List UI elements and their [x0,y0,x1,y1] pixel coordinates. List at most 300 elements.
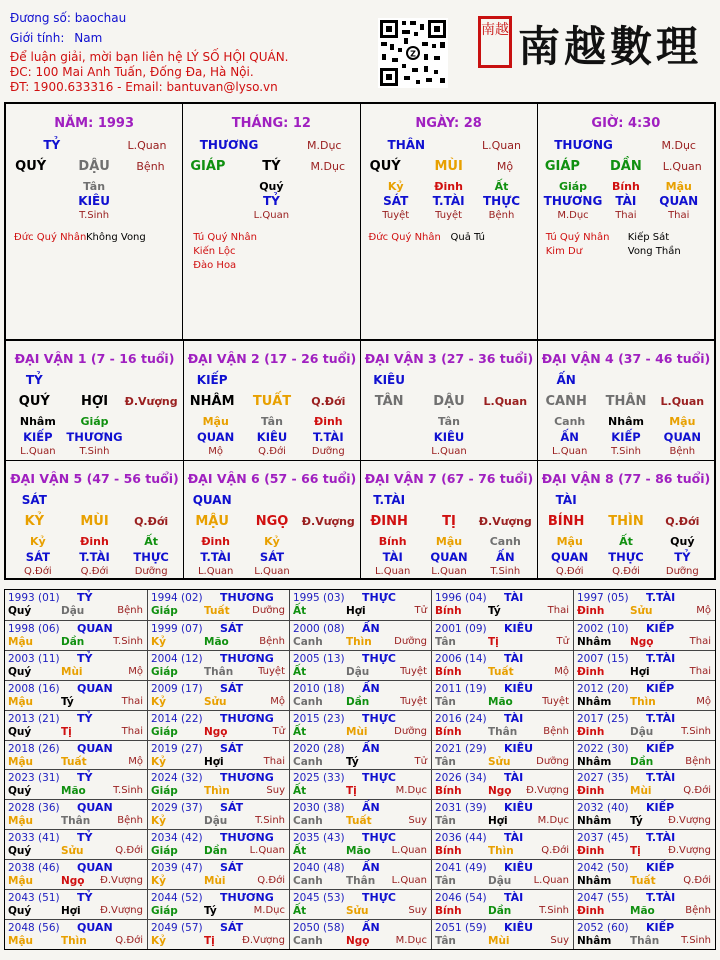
dai-van-1 [6,341,183,460]
year-stem: Kỷ [151,935,166,948]
year-stem: Kỷ [151,815,166,828]
year-cell [289,650,431,680]
year-god: ẤN [362,681,380,695]
year-branch: Thìn [630,695,656,708]
year-cell [289,859,431,889]
year-state: L.Quan [391,845,427,857]
year-cell [573,769,715,799]
qr-code[interactable] [378,18,448,88]
year-grid [4,589,716,950]
year-stem: Canh [293,695,323,708]
year-label: 2021 (29) [435,742,487,755]
dai-van-state: Đ.Vượng [301,514,355,528]
hidden-state: L.Quan [197,565,234,577]
year-stem: Bính [435,785,462,798]
year-state: Mộ [128,755,143,767]
year-stem: Quý [8,785,32,798]
year-label: 1996 (04) [435,592,487,604]
hidden-god: KIẾP [611,430,641,444]
hidden-god: QUAN [659,194,699,208]
year-branch: Tý [204,905,217,918]
year-branch: Mùi [630,785,652,798]
year-stem: Quý [8,725,32,738]
year-stem: Đinh [577,725,605,738]
hidden-god: T.TÀI [79,549,110,564]
year-state: L.Quan [391,875,427,887]
year-label: 2006 (14) [435,652,487,665]
year-god: KIÊU [504,801,534,815]
dai-van-god: QUAN [192,492,232,507]
hidden-state: M.Dục [557,210,589,221]
year-stem: Giáp [151,725,178,738]
hidden-stem: Tân [83,180,106,193]
dai-van-branch: THÂN [605,394,647,409]
pillar-branch: DẦN [610,159,642,174]
year-god: THƯƠNG [220,651,274,665]
year-god: QUAN [77,921,113,935]
year-cell [431,889,573,919]
year-god: KIẾP [646,801,675,815]
year-cell [5,590,147,620]
year-label: 2007 (15) [577,652,629,665]
year-label: 2008 (16) [8,682,60,695]
year-state: Tuyệt [400,695,427,707]
year-state: Mộ [696,695,711,707]
year-stem: Mậu [8,875,34,888]
dai-van-god: TÀI [555,492,577,507]
year-god: ẤN [362,861,380,875]
year-stem: Giáp [151,605,178,617]
year-branch: Mùi [346,725,368,738]
hidden-god: THƯƠNG [543,194,603,208]
year-god: TÀI [504,711,524,725]
hidden-stem: Mậu [556,534,583,548]
year-label: 2048 (56) [8,922,60,935]
year-stem: Tân [435,875,456,888]
pillar-1 [182,104,359,339]
dai-van-state: L.Quan [660,395,705,408]
year-god: SÁT [220,741,244,755]
pillar-star: Tú Quý Nhân [193,232,257,243]
year-state: L.Quan [249,845,285,857]
year-branch: Mùi [488,935,510,948]
logo [478,12,708,74]
year-state: Đ.Vượng [526,785,569,797]
pillar-stem: QUÝ [369,159,401,174]
pillar-star: Vong Thần [627,246,681,257]
dai-van-5 [6,460,183,579]
hidden-state: Mộ [208,446,224,457]
dai-van-branch: MÙI [80,513,109,529]
year-branch: Thân [488,725,518,738]
year-god: TỶ [77,651,93,665]
year-god: TỶ [77,891,93,905]
dai-van-god: KIÊU [373,373,406,387]
hidden-stem: Kỷ [264,534,280,548]
year-branch: Dậu [61,605,85,617]
year-label: 1993 (01) [8,592,60,604]
year-branch: Tuất [61,755,87,768]
year-label: 2052 (60) [577,922,629,935]
year-god: TÀI [504,591,524,604]
year-label: 2016 (24) [435,712,487,725]
owner-label: Đương số: [10,11,71,25]
year-god: TÀI [504,891,524,905]
year-cell [289,799,431,829]
dai-van-title: ĐẠI VẬN 5 (47 - 56 tuổi) [10,470,179,486]
hidden-state: Dưỡng [134,565,168,577]
year-label: 2033 (41) [8,832,60,845]
year-cell [573,740,715,770]
year-god: T.TÀI [646,831,676,845]
year-state: Suy [266,785,285,797]
year-cell [573,859,715,889]
year-state: Q.Đới [257,875,285,887]
year-label: 2026 (34) [435,772,487,785]
year-state: L.Quan [533,875,569,887]
dai-van-state: Q.Đới [311,395,346,408]
year-god: THƯƠNG [220,831,274,845]
hidden-stem: Ất [494,180,509,193]
year-god: THỰC [362,711,396,725]
year-label: 2011 (19) [435,682,487,695]
year-state: Dưỡng [252,605,285,616]
year-cell [5,769,147,799]
address-line: ĐC: 100 Mai Anh Tuấn, Đống Đa, Hà Nội. [10,65,254,79]
year-state: Tử [414,755,427,767]
hidden-stem: Ất [619,534,633,548]
year-branch: Mão [630,905,655,918]
year-branch: Hợi [204,755,224,768]
year-cell [289,680,431,710]
hidden-god: TỶ [262,194,280,208]
hidden-god: KIẾP [23,430,53,444]
year-cell [5,919,147,949]
pillar-2 [360,104,537,339]
year-state: T.Sinh [681,725,711,737]
hidden-state: Q.Đới [555,565,584,577]
year-cell [147,590,289,620]
year-stem: Giáp [151,665,178,678]
pillar-branch-state: Mộ [496,160,514,173]
year-god: THỰC [362,591,396,604]
year-branch: Dần [204,845,228,858]
year-label: 2034 (42) [151,832,203,845]
year-branch: Dậu [204,815,228,828]
year-state: Dưỡng [394,725,427,737]
year-stem: Nhâm [577,635,612,648]
pillar-stem: GIÁP [544,159,580,174]
year-stem: Kỷ [151,695,166,708]
year-god: KIÊU [504,741,534,755]
year-state: Q.Đới [683,785,711,797]
year-state: Tuyệt [400,665,427,677]
pillar-top-god: THƯƠNG [554,138,613,152]
hidden-stem: Giáp [80,415,109,428]
pillar-branch: DẬU [78,159,110,174]
year-cell [5,889,147,919]
year-god: T.TÀI [646,891,676,905]
year-label: 2001 (09) [435,622,487,635]
dai-van-title: ĐẠI VẬN 2 (17 - 26 tuổi) [187,351,357,366]
year-label: 2018 (26) [8,742,60,755]
dai-van-stem: QUÝ [18,394,50,409]
year-branch: Ngọ [630,635,654,648]
year-label: 2030 (38) [293,802,345,815]
year-stem: Nhâm [577,695,612,708]
year-god: KIÊU [504,621,534,635]
year-state: M.Dục [537,815,569,827]
year-god: THƯƠNG [220,711,274,725]
year-branch: Tuất [630,875,656,888]
pillar-star: Đào Hoa [193,260,237,271]
year-state: Q.Đới [683,875,711,887]
year-stem: Tân [435,635,456,648]
year-branch: Tý [346,755,359,768]
year-god: TÀI [504,651,524,665]
hidden-state: Bệnh [669,446,696,457]
year-god: ẤN [362,801,380,815]
year-cell [147,740,289,770]
pillar-top-god: THƯƠNG [199,138,259,152]
hidden-god: KIÊU [433,430,465,444]
year-god: SÁT [220,801,244,815]
hidden-god: SÁT [383,194,409,208]
year-label: 1994 (02) [151,592,203,604]
year-stem: Canh [293,755,323,768]
pillar-top-god: THÂN [387,138,426,152]
seal: 南越 [478,16,512,68]
year-cell [147,919,289,949]
dai-van-god: TỶ [25,373,43,387]
year-state: Đ.Vượng [668,845,711,857]
year-label: 2031 (39) [435,802,487,815]
pillar-branch-state: Bệnh [136,160,165,173]
year-god: THƯƠNG [220,891,274,905]
hidden-state: L.Quan [374,565,411,577]
year-branch: Tị [61,725,72,738]
svg-text:Z: Z [410,49,416,59]
year-state: Đ.Vượng [242,935,285,947]
year-branch: Dậu [346,665,370,678]
pillar-branch: MÙI [434,159,463,174]
year-cell [573,620,715,650]
hidden-god: KIÊU [78,194,110,208]
year-label: 2000 (08) [293,622,345,635]
dai-van-god: SÁT [21,492,47,507]
year-god: ẤN [362,921,380,935]
hidden-god: T.TÀI [432,194,465,208]
year-label: 2022 (30) [577,742,629,755]
year-stem: Mậu [8,635,34,648]
year-branch: Thân [346,875,376,888]
year-cell [289,740,431,770]
year-state: T.Sinh [255,815,285,827]
year-branch: Tuất [346,815,372,828]
hidden-god: THƯƠNG [66,430,123,444]
year-god: T.TÀI [646,591,676,604]
year-state: Dưỡng [536,755,569,767]
gender-label: Giới tính: [10,31,65,45]
year-god: THỰC [362,831,396,845]
year-label: 2019 (27) [151,742,203,755]
year-god: SÁT [220,621,244,635]
year-cell [289,590,431,620]
year-cell [431,740,573,770]
dai-van-stem: NHÂM [189,394,235,409]
year-branch: Sửu [346,905,369,918]
year-state: Tử [556,635,569,647]
dai-van-2 [183,341,360,460]
hidden-god: ẤN [496,549,515,564]
year-god: T.TÀI [646,711,676,725]
hidden-stem: Nhâm [608,415,644,428]
dai-van-grid [4,341,716,580]
year-branch: Ngọ [488,785,512,798]
year-state: T.Sinh [681,935,711,947]
year-stem: Ất [293,665,307,678]
hidden-state: Q.Đới [258,446,286,457]
pillar-top-state: L.Quan [127,139,167,152]
year-god: SÁT [220,921,244,935]
year-god: THỰC [362,891,396,905]
year-stem: Giáp [151,785,178,798]
dai-van-6 [183,460,360,579]
year-label: 2009 (17) [151,682,203,695]
year-state: Mộ [554,665,569,677]
year-stem: Đinh [577,665,605,678]
hidden-stem: Tân [261,415,283,428]
year-label: 2041 (49) [435,862,487,875]
pillar-star: Không Vong [86,232,146,243]
year-god: QUAN [77,741,113,755]
year-stem: Ất [293,605,307,617]
hidden-god: THỰC [482,194,521,208]
year-branch: Thân [61,815,91,828]
pillar-star: Quả Tú [450,232,485,243]
year-branch: Hợi [346,605,366,617]
year-state: Đ.Vượng [100,905,143,917]
hidden-stem: Bính [611,180,640,193]
dai-van-state: Q.Đới [665,514,700,528]
year-cell [289,829,431,859]
year-label: 2045 (53) [293,892,345,905]
year-cell [289,769,431,799]
year-state: Tuyệt [258,665,285,677]
pillar-stem: GIÁP [190,159,226,174]
owner-line [10,10,126,26]
year-stem: Đinh [577,845,605,858]
year-branch: Dần [488,905,512,918]
year-stem: Canh [293,875,323,888]
pillar-star: Kim Dư [545,246,583,257]
year-label: 2043 (51) [8,892,60,905]
year-god: KIẾP [646,681,675,695]
year-stem: Ất [293,785,307,798]
year-god: KIÊU [504,861,534,875]
year-stem: Mậu [8,695,34,708]
hidden-god: KIÊU [256,430,288,444]
year-state: Thai [689,665,711,677]
hidden-stem: Đinh [80,534,109,548]
year-god: KIẾP [646,921,675,935]
hidden-state: T.Sinh [79,446,110,457]
dai-van-stem: KỶ [24,513,45,529]
owner-value: baochau [74,11,127,25]
year-cell [147,799,289,829]
year-branch: Thìn [346,635,372,648]
year-stem: Canh [293,635,323,648]
year-label: 2002 (10) [577,622,629,635]
year-god: QUAN [77,801,113,815]
year-branch: Dần [346,695,370,708]
year-branch: Tị [630,845,641,858]
pillar-top-state: M.Dục [661,139,696,152]
dai-van-branch: HỢI [80,394,109,409]
year-state: Tuyệt [542,695,569,707]
year-stem: Quý [8,605,32,617]
year-stem: Kỷ [151,635,166,648]
year-branch: Tị [204,935,215,948]
dai-van-7 [360,460,537,579]
year-branch: Hợi [488,815,508,828]
hidden-state: Q.Đới [612,565,640,577]
year-state: Bệnh [685,905,711,917]
year-label: 1995 (03) [293,592,345,604]
year-cell [147,769,289,799]
year-stem: Kỷ [151,755,166,768]
phone-email-line: ĐT: 1900.633316 - Email: bantuvan@lyso.vn [10,80,278,94]
year-branch: Tý [630,815,643,828]
year-label: 2024 (32) [151,772,203,785]
dai-van-branch: NGỌ [255,513,289,529]
hidden-stem: Mậu [435,534,463,548]
dai-van-branch: TUẤT [252,394,292,409]
hidden-stem: Đinh [313,415,343,428]
year-label: 2025 (33) [293,772,345,785]
year-cell [431,680,573,710]
hidden-state: Dưỡng [665,565,699,577]
year-stem: Nhâm [577,875,612,888]
hidden-state: L.Quan [253,210,290,221]
dai-van-title: ĐẠI VẬN 3 (27 - 36 tuổi) [364,351,534,366]
year-cell [147,620,289,650]
hidden-state: L.Quan [20,446,56,457]
year-state: Q.Đới [115,935,143,947]
year-label: 2046 (54) [435,892,487,905]
year-cell [431,620,573,650]
pillar-title: GIỜ: 4:30 [591,116,661,131]
year-cell [5,650,147,680]
hidden-god: T.TÀI [313,430,344,444]
pillar-star: Đức Quý Nhân [368,232,441,243]
year-label: 2004 (12) [151,652,203,665]
year-label: 2023 (31) [8,772,60,785]
year-cell [431,919,573,949]
year-branch: Dần [61,635,85,648]
year-stem: Mậu [8,755,34,768]
dai-van-title: ĐẠI VẬN 8 (77 - 86 tuổi) [541,470,711,486]
contact-note: Để luận giải, mời bạn liên hệ LÝ SỐ HỘI QUÁN. [10,50,289,64]
year-state: Mộ [128,665,143,677]
hidden-stem: Mậu [665,180,692,193]
year-state: Thai [689,635,711,647]
year-state: Thai [263,755,285,767]
dai-van-8 [537,460,714,579]
hidden-god: THỰC [133,549,169,564]
year-branch: Thìn [488,845,514,858]
pillar-top-god: TỶ [43,138,61,152]
